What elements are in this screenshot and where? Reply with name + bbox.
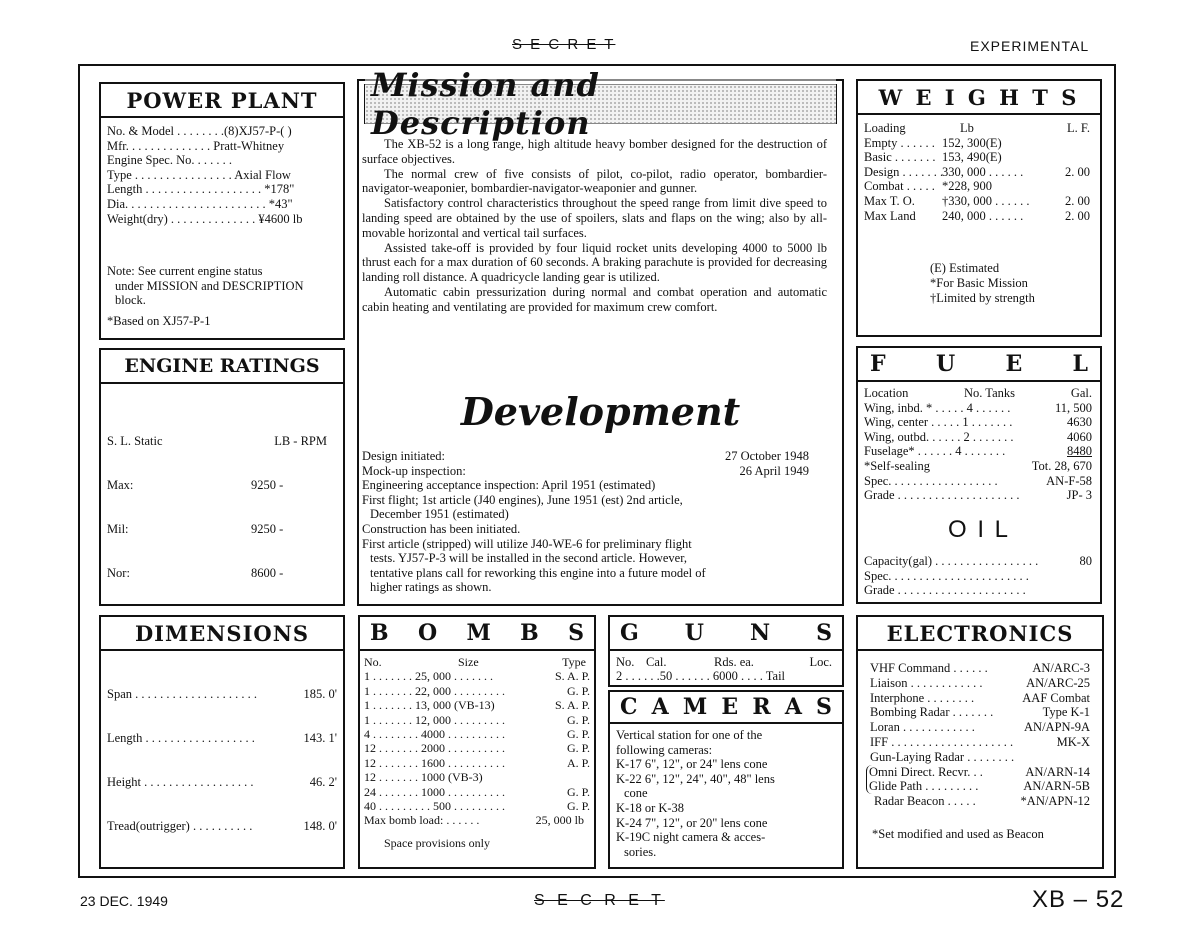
- fuel-title-letter: E: [1005, 351, 1023, 377]
- camera-line: following cameras:: [616, 742, 713, 757]
- oil-row: [864, 569, 1092, 584]
- weights-loading: Basic . . . . . . .: [864, 150, 936, 165]
- equipment-name: IFF . . . . . . . . . . . . . . . . . . . .: [870, 734, 1014, 749]
- dev-date: 26 April 1949: [739, 463, 809, 478]
- equipment-model: AAF Combat: [1022, 690, 1090, 705]
- bottom-secret-marking: S E C R E T: [534, 892, 665, 909]
- fuel-total-row: [864, 459, 1092, 474]
- power-plant-note: [107, 264, 337, 328]
- gun-row: 2 . . . . . .50 . . . . . . 6000 . . . . Tail: [616, 669, 786, 684]
- dimensions-panel: [99, 615, 345, 869]
- weights-row: [864, 150, 1090, 165]
- dev-label: Mock-up inspection:: [362, 463, 466, 478]
- bomb-row: [364, 770, 590, 784]
- cameras-title-letter: E: [721, 694, 739, 720]
- dimension-span: [107, 687, 337, 702]
- dimension-label: Length . . . . . . . . . . . . . . . . . .: [107, 731, 255, 745]
- weights-panel: [856, 79, 1102, 337]
- equipment-name: Omni Direct. Recvr. . .: [869, 764, 983, 779]
- guns-title-letter: N: [749, 620, 771, 646]
- fuel-gal: 4060: [1067, 429, 1092, 444]
- oil-row: [864, 554, 1092, 569]
- dev-line: First flight; 1st article (J40 engines), June 1951 (est) 2nd article,: [362, 492, 683, 507]
- weights-notes: [930, 261, 1035, 306]
- oil-title: O I L: [947, 516, 1011, 543]
- oil-label: Grade . . . . . . . . . . . . . . . . . . . . .: [864, 583, 1026, 598]
- fuel-row: [864, 401, 1092, 416]
- cameras-panel: [608, 690, 844, 869]
- weights-loading: Max Land: [864, 208, 916, 223]
- dev-line: Construction has been initiated.: [362, 521, 521, 536]
- dimension-value: 46. 2': [309, 775, 337, 789]
- electronics-row: [870, 750, 1090, 765]
- fuel-header: [864, 386, 1092, 401]
- equipment-name: Radar Beacon . . . . .: [874, 794, 976, 809]
- weights-title: W E I G H T S: [856, 79, 1102, 115]
- bomb-load: 24 . . . . . . . 1000 . . . . . . . . . .: [364, 784, 505, 799]
- weights-note: (E) Estimated: [930, 261, 1000, 275]
- bomb-row: [364, 756, 590, 770]
- guns-col-rds: Rds. ea.: [714, 655, 754, 669]
- bomb-type: S. A. P.: [554, 669, 590, 684]
- dimension-label: Height . . . . . . . . . . . . . . . . . .: [107, 775, 254, 789]
- development-title: Development: [460, 389, 741, 434]
- weights-header: [864, 121, 1090, 136]
- oil-value: 80: [1079, 554, 1092, 568]
- spec-line: Dia. . . . . . . . . . . . . . . . . . . . . . . *43": [107, 196, 293, 211]
- bombs-col-no: No.: [364, 655, 382, 669]
- development-text: [362, 449, 809, 595]
- camera-line: K-22 6", 12", 24", 40", 48" lens: [616, 771, 775, 786]
- bomb-load: 1 . . . . . . . 13, 000 (VB-13): [364, 698, 495, 713]
- camera-line: K-17 6", 12", or 24" lens cone: [616, 757, 768, 772]
- fuel-location: Wing, inbd. * . . . . . 4 . . . . . .: [864, 400, 1011, 415]
- bombs-col-size: Size: [458, 655, 479, 669]
- equipment-name: VHF Command . . . . . .: [870, 661, 988, 675]
- equipment-model: AN/ARN-14: [1025, 764, 1090, 779]
- spec-line: No. & Model . . . . . . . .(8)XJ57-P-( ): [107, 124, 292, 138]
- bomb-load: 12 . . . . . . . 2000 . . . . . . . . . .: [364, 741, 505, 756]
- oil-table: [864, 554, 1092, 598]
- mission-paragraph: Satisfactory control characteristics throughout the speed range from limit dive speed to landing speed are obtained by the use of spoilers, slats and flaps on the wing; also by all-movable horizontal and vertical tail surfaces.: [362, 196, 827, 240]
- equipment-name: Loran . . . . . . . . . . . .: [870, 720, 975, 735]
- rating-label: Nor:: [107, 566, 130, 580]
- dimension-length: [107, 731, 337, 746]
- experimental-label: EXPERIMENTAL: [970, 38, 1090, 54]
- power-plant-title: POWER PLANT: [99, 82, 345, 118]
- fuel-title-letter: F: [870, 351, 886, 377]
- fuel-col-gal: Gal.: [1070, 386, 1092, 400]
- cameras-title-letter: R: [752, 694, 771, 720]
- dev-date: 27 October 1948: [724, 449, 809, 463]
- equipment-model: AN/ARN-5B: [1023, 779, 1090, 794]
- bomb-max-value: 25, 000 lb: [535, 813, 584, 828]
- rating-value: 9250 -: [251, 522, 284, 536]
- bomb-type: G. P.: [566, 712, 590, 727]
- ratings-header: [107, 434, 337, 449]
- bomb-type: G. P.: [566, 683, 590, 698]
- rating-value: 9250 -: [251, 478, 284, 492]
- equipment-model: AN/APN-9A: [1024, 720, 1090, 735]
- camera-line: K-24 7", 12", or 20" lens cone: [616, 815, 768, 830]
- oil-label: Capacity(gal) . . . . . . . . . . . . . . . . .: [864, 554, 1039, 568]
- static-label: S. L. Static: [107, 434, 163, 448]
- weights-row: [864, 165, 1090, 180]
- oil-label: Spec. . . . . . . . . . . . . . . . . . . . . . .: [864, 568, 1029, 583]
- camera-line: K-19C night camera & acces-: [616, 830, 766, 845]
- dimension-height: [107, 775, 337, 790]
- weights-loading: Design . . . . . . .: [864, 164, 944, 179]
- dimension-label: Span . . . . . . . . . . . . . . . . . . . .: [107, 687, 257, 701]
- mission-paragraph: The XB-52 is a long range, high altitude heavy bomber designed for the destruction of surface objectives.: [362, 137, 827, 166]
- electronics-table: [870, 661, 1090, 842]
- fuel-col-tanks: No. Tanks: [964, 386, 1015, 400]
- bombs-title-letter: B: [520, 620, 539, 646]
- bombs-title-letter: O: [417, 620, 438, 646]
- bomb-row: [364, 698, 590, 712]
- bombs-panel: [358, 615, 596, 869]
- electronics-row: [870, 735, 1090, 750]
- fuel-spec-value: AN-F-58: [1046, 473, 1092, 488]
- based-on-note: *Based on XJ57-P-1: [107, 313, 211, 328]
- fuel-title-letter: L: [1072, 351, 1088, 377]
- electronics-title: ELECTRONICS: [856, 615, 1104, 651]
- fuel-panel: [856, 346, 1102, 604]
- electronics-row: [869, 779, 1090, 794]
- engine-ratings-panel: [99, 348, 345, 606]
- weights-lb: 152, 300(E): [942, 135, 1002, 150]
- equipment-model: AN/ARC-25: [1026, 675, 1090, 690]
- mission-title-banner: [364, 66, 837, 142]
- cameras-title-letter: A: [651, 694, 669, 720]
- guns-col-loc: Loc.: [809, 655, 832, 669]
- mission-paragraph: The normal crew of five consists of pilot, co-pilot, radio operator, bombardier-navigator-weaponier, bombardier-navigator-weaponier and gunner.: [362, 166, 827, 196]
- fuel-gal: 11, 500: [1054, 400, 1092, 415]
- weights-lb: *228, 900: [942, 179, 992, 194]
- bomb-load: 12 . . . . . . . 1600 . . . . . . . . . .: [364, 755, 505, 770]
- note-line: Note: See current engine status: [107, 264, 263, 278]
- cameras-title-letter: C: [620, 694, 638, 720]
- electronics-row: [870, 691, 1090, 706]
- electronics-row: [870, 705, 1090, 720]
- weights-lf: 2. 00: [1065, 208, 1090, 223]
- weights-loading: Combat . . . . .: [864, 179, 935, 194]
- cameras-title-letter: M: [682, 694, 708, 720]
- guns-title: [608, 615, 844, 651]
- mission-development-panel: [357, 66, 844, 606]
- dimension-value: 143. 1': [303, 731, 337, 745]
- bomb-type: G. P.: [566, 799, 590, 814]
- spec-line: Engine Spec. No. . . . . . .: [107, 153, 232, 168]
- mission-title: Mission and Description: [365, 66, 836, 142]
- fuel-grade-value: JP- 3: [1066, 488, 1092, 503]
- weights-col-loading: Loading: [864, 121, 906, 135]
- bomb-max-label: Max bomb load: . . . . . .: [364, 813, 480, 828]
- bomb-type: A. P.: [566, 755, 590, 770]
- dev-line: higher ratings as shown.: [370, 580, 492, 595]
- fuel-spec-row: [864, 474, 1092, 489]
- weights-lb: 330, 000 . . . . . .: [942, 164, 1024, 179]
- bomb-row: [364, 684, 590, 698]
- electronics-row: [869, 765, 1090, 780]
- weights-loading: Empty . . . . . .: [864, 135, 935, 150]
- mission-text: [362, 137, 827, 315]
- weights-row: [864, 136, 1090, 151]
- electronics-row: [870, 720, 1090, 735]
- weights-note: *For Basic Mission: [930, 276, 1028, 290]
- bomb-load: 1 . . . . . . . 12, 000 . . . . . . . . .: [364, 712, 505, 727]
- design-initiated: [362, 449, 809, 464]
- guns-title-letter: U: [684, 620, 704, 646]
- fuel-location: Fuselage* . . . . . . 4 . . . . . . .: [864, 444, 1006, 459]
- guns-table: [616, 655, 836, 684]
- bomb-row: [364, 727, 590, 741]
- weights-row: [864, 179, 1090, 194]
- engine-ratings-title: ENGINE RATINGS: [99, 348, 345, 384]
- guns-col-no: No.: [616, 655, 635, 669]
- fuel-gal: 8480: [1067, 444, 1092, 459]
- electronics-note: *Set modified and used as Beacon: [872, 826, 1044, 841]
- cameras-title: [608, 690, 844, 724]
- issue-date: 23 DEC. 1949: [80, 893, 168, 909]
- power-plant-specs: [107, 124, 337, 226]
- fuel-row: [864, 430, 1092, 445]
- dev-line: December 1951 (estimated): [370, 507, 509, 522]
- aircraft-model: XB – 52: [1032, 886, 1125, 913]
- equipment-name: Glide Path . . . . . . . . .: [869, 779, 979, 794]
- cameras-text: [616, 728, 838, 859]
- lb-rpm-label: LB - RPM: [274, 434, 327, 448]
- power-plant-panel: [99, 82, 345, 340]
- fuel-table: [864, 386, 1092, 503]
- bombs-title-letter: B: [370, 620, 389, 646]
- spec-line: Weight(dry) . . . . . . . . . . . . . . ¥4600 lb: [107, 211, 303, 226]
- camera-line: sories.: [624, 844, 657, 859]
- bomb-type: G. P.: [566, 741, 590, 756]
- bomb-load: 1 . . . . . . . 22, 000 . . . . . . . . .: [364, 683, 505, 698]
- equipment-model: *AN/APN-12: [1020, 794, 1090, 809]
- weights-col-lb: Lb: [960, 121, 974, 135]
- spec-line: Mfr. . . . . . . . . . . . . . Pratt-Whitney: [107, 138, 285, 153]
- dev-label: Design initiated:: [362, 449, 445, 463]
- weights-lb: 240, 000 . . . . . .: [942, 208, 1024, 223]
- dimension-tread: [107, 819, 337, 834]
- camera-line: Vertical station for one of the: [616, 728, 763, 742]
- dimensions-title: DIMENSIONS: [99, 615, 345, 651]
- dev-line: tentative plans call for reworking this engine into a future model of: [370, 565, 706, 580]
- fuel-location: Wing, center . . . . . 1 . . . . . . .: [864, 415, 1013, 430]
- weights-col-lf: L. F.: [1067, 121, 1090, 135]
- rating-label: Mil:: [107, 522, 129, 536]
- electronics-row: [870, 794, 1090, 809]
- fuel-row: [864, 444, 1092, 459]
- fuel-location: Wing, outbd. . . . . . 2 . . . . . . .: [864, 429, 1014, 444]
- equipment-name: Liaison . . . . . . . . . . . .: [870, 675, 983, 690]
- dimension-value: 148. 0': [303, 819, 337, 833]
- electronics-row: [870, 676, 1090, 691]
- fuel-row: [864, 415, 1092, 430]
- bombs-title-letter: S: [568, 620, 584, 646]
- bomb-type: S. A. P.: [554, 698, 590, 713]
- equipment-model: MK-X: [1056, 734, 1090, 749]
- weights-lb: †330, 000 . . . . . .: [942, 193, 1030, 208]
- dev-line: tests. YJ57-P-3 will be installed in the second article. However,: [370, 551, 688, 566]
- mission-paragraph: Automatic cabin pressurization during normal and combat operation and automatic cabin heating and ventilating are provided for maximum crew comfort.: [362, 284, 827, 314]
- bomb-row: [364, 741, 590, 755]
- bomb-load: 1 . . . . . . . 25, 000 . . . . . . .: [364, 669, 493, 684]
- camera-line: K-18 or K-38: [616, 800, 685, 815]
- bomb-load: 40 . . . . . . . . . 500 . . . . . . . . .: [364, 799, 505, 814]
- equipment-name: Bombing Radar . . . . . . .: [870, 705, 994, 720]
- bombs-title-letter: M: [466, 620, 491, 646]
- fuel-title: [856, 346, 1102, 382]
- bomb-row: [364, 799, 590, 813]
- equipment-model: Type K-1: [1042, 705, 1090, 720]
- fuel-spec-label: Spec. . . . . . . . . . . . . . . . . .: [864, 473, 998, 488]
- rating-value: 8600 -: [251, 566, 284, 580]
- fuel-grade-row: [864, 488, 1092, 503]
- cameras-title-letter: A: [784, 694, 802, 720]
- spec-line: Type . . . . . . . . . . . . . . . . Axial Flow: [107, 167, 291, 182]
- fuel-col-location: Location: [864, 386, 909, 400]
- guns-title-letter: S: [816, 620, 832, 646]
- bomb-load: 4 . . . . . . . . 4000 . . . . . . . . . .: [364, 727, 505, 742]
- fuel-total: Tot. 28, 670: [1031, 458, 1092, 473]
- mission-paragraph: Assisted take-off is provided by four liquid rocket units developing 4000 to 5000 lb thrust each for a max duration of 60 seconds. A braking parachute is provided for decreasing landing roll distance. A quadricycle landing gear is utilized.: [362, 240, 827, 285]
- weights-lf: 2. 00: [1065, 193, 1090, 208]
- bombs-table: [364, 655, 590, 850]
- navigation-bracket: [866, 765, 1090, 795]
- oil-row: [864, 583, 1092, 598]
- equipment-model: AN/ARC-3: [1032, 661, 1090, 675]
- weights-lb: 153, 490(E): [942, 150, 1002, 165]
- weights-row: [864, 194, 1090, 209]
- bombs-col-type: Type: [562, 655, 586, 669]
- bomb-max-row: [364, 813, 590, 827]
- weights-note: †Limited by strength: [930, 291, 1035, 305]
- weights-row: [864, 209, 1090, 224]
- bomb-row: [364, 669, 590, 683]
- dev-line: Engineering acceptance inspection: April 1951 (estimated): [362, 478, 656, 493]
- bomb-row: [364, 713, 590, 727]
- space-provisions: Space provisions only: [384, 835, 490, 850]
- bombs-title: [358, 615, 596, 651]
- weights-table: [864, 121, 1090, 223]
- dev-line: First article (stripped) will utilize J40-WE-6 for preliminary flight: [362, 536, 692, 551]
- equipment-name: Interphone . . . . . . . .: [870, 690, 975, 705]
- equipment-name: Gun-Laying Radar . . . . . . . .: [870, 749, 1015, 764]
- electronics-panel: [856, 615, 1104, 869]
- weights-loading: Max T. O.: [864, 193, 915, 208]
- guns-col-cal: Cal.: [646, 655, 667, 669]
- dimension-value: 185. 0': [303, 687, 337, 701]
- guns-panel: [608, 615, 844, 687]
- fuel-grade-label: Grade . . . . . . . . . . . . . . . . . . . .: [864, 488, 1020, 503]
- bomb-type: G. P.: [566, 727, 590, 742]
- guns-header: [616, 655, 836, 669]
- fuel-title-letter: U: [935, 351, 956, 377]
- rating-label: Max:: [107, 478, 134, 492]
- weights-lf: 2. 00: [1065, 164, 1090, 179]
- fuel-gal: 4630: [1067, 415, 1092, 430]
- electronics-row: [870, 661, 1090, 676]
- bombs-header: [364, 655, 590, 669]
- note-line: block.: [115, 293, 146, 308]
- guns-title-letter: G: [620, 620, 639, 646]
- note-line: under MISSION and DESCRIPTION: [115, 278, 304, 293]
- bomb-load: 12 . . . . . . . 1000 (VB-3): [364, 770, 483, 785]
- self-sealing-note: *Self-sealing: [864, 458, 930, 473]
- mockup-inspection: [362, 464, 809, 479]
- bomb-type: G. P.: [566, 784, 590, 799]
- top-secret-marking: S E C R E T: [512, 36, 616, 53]
- spec-line: Length . . . . . . . . . . . . . . . . . . . *178": [107, 182, 295, 197]
- dimension-label: Tread(outrigger) . . . . . . . . . .: [107, 819, 253, 833]
- bomb-row: [364, 785, 590, 799]
- cameras-title-letter: S: [816, 694, 832, 720]
- camera-line: cone: [624, 786, 648, 801]
